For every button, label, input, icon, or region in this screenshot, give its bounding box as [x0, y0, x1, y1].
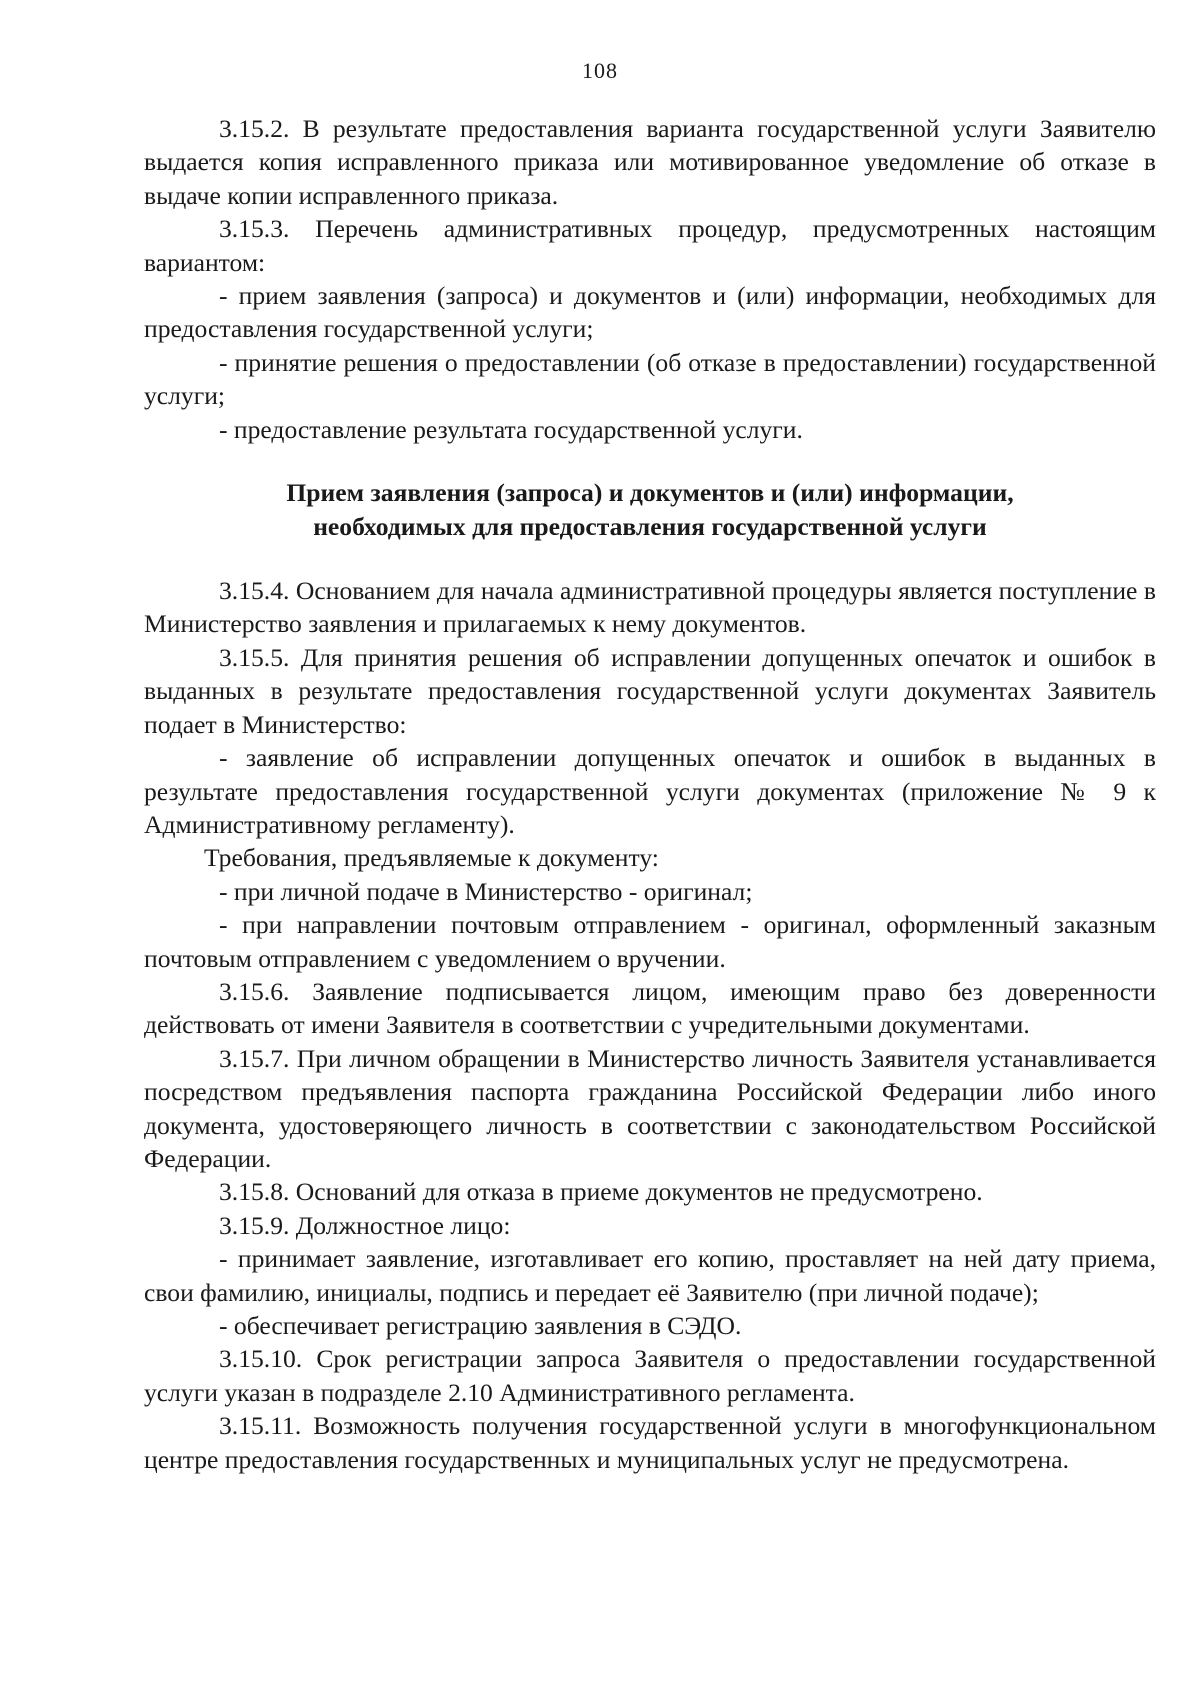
list-item-procedure-1: - прием заявления (запроса) и документов и (или) информации, необходимых для предоставления государственной услуги;	[144, 281, 1156, 344]
paragraph-requirements: Требования, предъявляемые к документу:	[204, 843, 659, 873]
paragraph-3-15-5: 3.15.5. Для принятия решения об исправлении допущенных опечаток и ошибок в выданных в результате предоставления государственной услуги документах Заявитель подает в Министерство:	[144, 642, 1156, 739]
section-before-heading	[144, 112, 1156, 446]
paragraph-3-15-10: 3.15.10. Срок регистрации запроса Заявителя о предоставлении государственной услуги указан в подразделе 2.10 Административного регламента.	[144, 1344, 1156, 1407]
list-item-personal-submission: - при личной подаче в Министерство - оригинал;	[219, 876, 753, 906]
section-after-heading	[144, 574, 1156, 1476]
list-item-procedure-3: - предоставление результата государственной услуги.	[219, 414, 803, 444]
paragraph-3-15-9: 3.15.9. Должностное лицо:	[219, 1210, 511, 1240]
paragraph-3-15-7: 3.15.7. При личном обращении в Министерство личность Заявителя устанавливается посредством предъявления паспорта гражданина Российской Федерации либо иного документа, удостоверяющего личность в соответствии с законодательством Российской Федерации.	[144, 1043, 1156, 1173]
list-item-application: - заявление об исправлении допущенных опечаток и ошибок в выданных в результате предоставления государственной услуги документах (приложение № 9 к Административному регламенту).	[144, 743, 1156, 839]
paragraph-3-15-4: 3.15.4. Основанием для начала административной процедуры является поступление в Министерство заявления и прилагаемых к нему документов.	[144, 576, 1156, 639]
paragraph-3-15-3: 3.15.3. Перечень административных процедур, предусмотренных настоящим вариантом:	[144, 214, 1156, 277]
paragraph-3-15-2: 3.15.2. В результате предоставления варианта государственной услуги Заявителю выдается копия исправленного приказа или мотивированное уведомление об отказе в выдаче копии исправленного приказа.	[144, 114, 1156, 210]
paragraph-3-15-6: 3.15.6. Заявление подписывается лицом, имеющим право без доверенности действовать от имени Заявителя в соответствии с учредительными документами.	[144, 976, 1156, 1040]
section-heading-line-2: необходимых для предоставления государственной услуги	[313, 512, 987, 542]
paragraph-3-15-11: 3.15.11. Возможность получения государственной услуги в многофункциональном центре предоставления государственных и муниципальных услуг не предусмотрена.	[144, 1411, 1156, 1474]
list-item-accepts-application: - принимает заявление, изготавливает его копию, проставляет на ней дату приема, свои фамилию, инициалы, подпись и передает её Заявителю (при личной подаче);	[144, 1244, 1156, 1307]
paragraph-3-15-8: 3.15.8. Оснований для отказа в приеме документов не предусмотрено.	[219, 1177, 983, 1207]
page-number: 108	[582, 58, 618, 83]
list-item-procedure-2: - принятие решения о предоставлении (об отказе в предоставлении) государственной услуги;	[144, 347, 1156, 411]
list-item-registration: - обеспечивает регистрацию заявления в СЭДО.	[219, 1311, 742, 1340]
document-body	[144, 112, 1156, 1476]
list-item-postal-submission: - при направлении почтовым отправлением - оригинал, оформленный заказным почтовым отправлением с уведомлением о вручении.	[144, 910, 1156, 973]
section-heading	[144, 476, 1156, 544]
section-heading-line-1: Прием заявления (запроса) и документов и (или) информации,	[286, 478, 1014, 508]
